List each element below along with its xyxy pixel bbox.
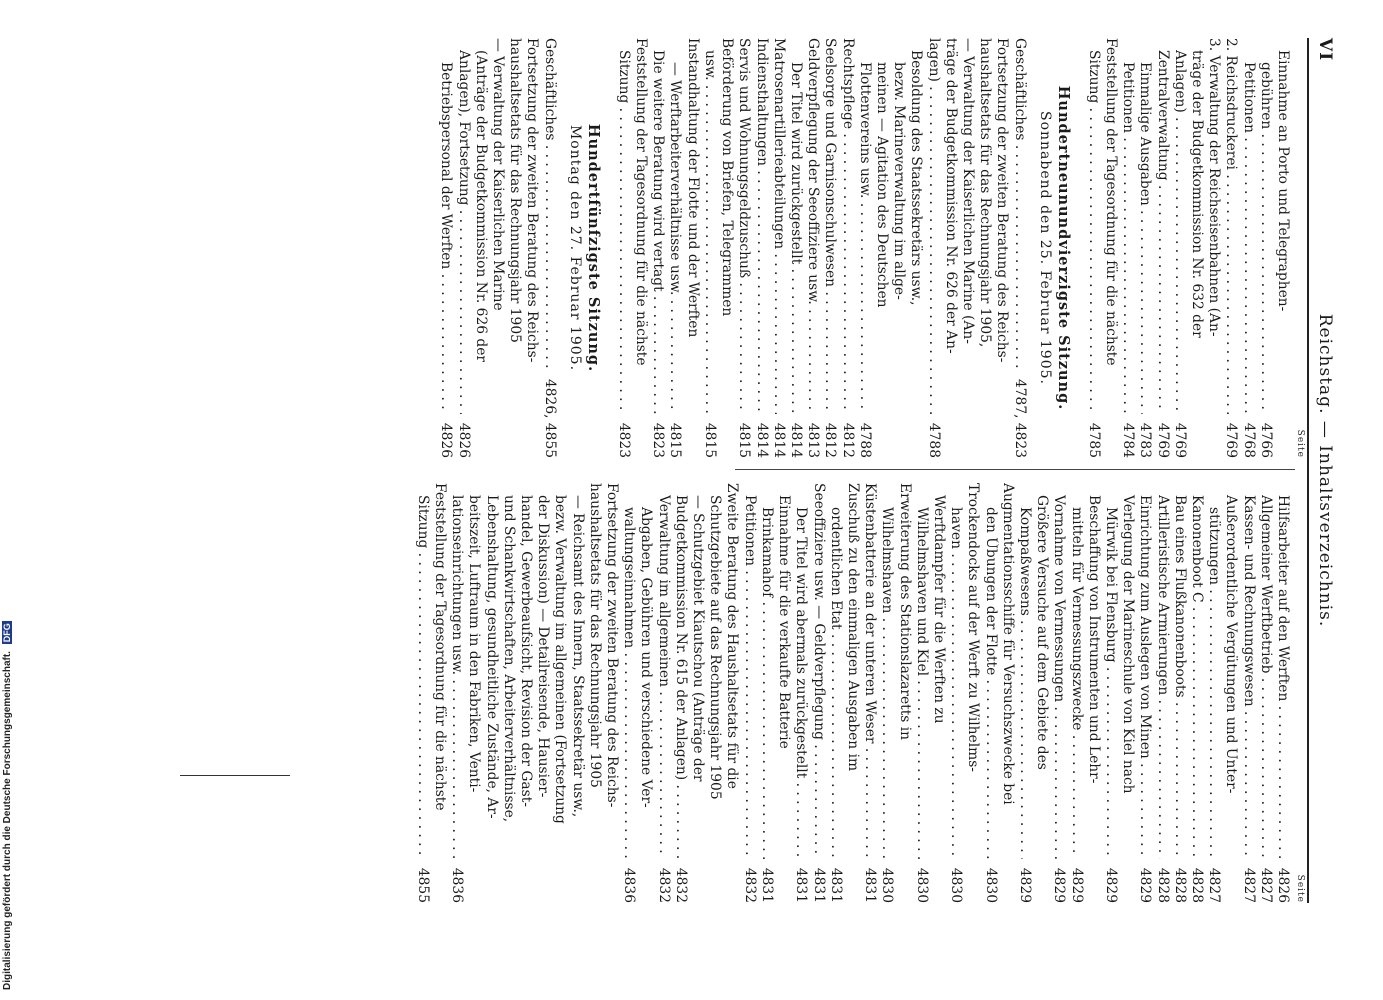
toc-entry-text: haushaltsetats für das Rechnungsjahr 1905 [507, 38, 524, 343]
toc-entry-page: 4814 [770, 422, 787, 458]
toc-entry-page: 4836 [449, 867, 466, 903]
toc-entry [861, 483, 878, 903]
toc-entry [758, 483, 775, 903]
toc-entry-page: 4831 [793, 867, 810, 903]
toc-entry [1205, 483, 1222, 903]
toc-entry [821, 38, 838, 458]
toc-entry [981, 483, 998, 903]
toc-entry [809, 483, 826, 903]
toc-entry [827, 483, 844, 903]
toc-entry-page: 4831 [758, 867, 775, 903]
toc-entry [654, 483, 671, 903]
toc-entry-page: 4828 [1188, 867, 1205, 903]
toc-entry-text: Allgemeiner Werftbetrieb . . . [1257, 495, 1274, 859]
toc-entry-text: Zuschuß zu den einmaligen Ausgaben im [844, 483, 861, 772]
toc-entry-text: Wilhelmshaven . . . [878, 507, 895, 859]
toc-entry [1257, 483, 1274, 903]
toc-entry-page: 4827 [1240, 867, 1257, 903]
separator-rule [180, 775, 290, 776]
page-number: VI [1315, 38, 1335, 62]
toc-entry-page: 4832 [741, 867, 758, 903]
right-column [414, 483, 1305, 903]
toc-entry-text: Kanonenboot C . . . [1188, 495, 1205, 859]
toc-entry-page: 4812 [839, 422, 856, 458]
toc-entry-text: Seelsorge und Garnisonschulwesen . . . [821, 38, 838, 414]
toc-entry-page: 4829 [1068, 867, 1085, 903]
toc-entry-page: 4768 [1240, 422, 1257, 458]
toc-entry-text: Verwaltung im allgemeinen . . . [654, 495, 671, 859]
toc-entry-text: Werftdampfer für die Werften zu [930, 495, 947, 724]
toc-entry-page: 4829 [1137, 867, 1154, 903]
toc-entry-text: Sitzung . . . [1085, 50, 1102, 414]
toc-entry [1102, 483, 1119, 903]
toc-entry-text: den Übungen der Flotte . . . [981, 507, 998, 859]
toc-entry [1153, 38, 1170, 458]
toc-entry-text: Küstenbatterie an der unteren Weser . . . [861, 483, 878, 859]
toc-entry-text: Einnahme an Porto und Telegraphen- [1275, 50, 1291, 312]
toc-entry [454, 38, 471, 458]
sitting-date-150: Montag den 27. Februar 1905. [566, 124, 583, 372]
toc-entry-text: Bau eines Flußkanonenboots . . . [1171, 495, 1188, 859]
toc-entry-text: lagen) . . . [924, 38, 941, 414]
toc-entry-page: 4826, 4855 [541, 379, 558, 458]
toc-entry [1119, 38, 1136, 458]
toc-entry-text: Fortsetzung der zweiten Beratung des Reichs- [604, 483, 621, 808]
toc-entry-text: haushaltsetats für das Rechnungsjahr 1905, [977, 38, 994, 348]
toc-entry [1136, 483, 1153, 903]
page-frame [65, 38, 1335, 903]
toc-entry-text: Flottenvereins usw. . . . [856, 62, 873, 414]
toc-entry-page: 4766 [1257, 422, 1274, 458]
toc-entry-text: Anlagen), Fortsetzung . . . [454, 50, 471, 414]
toc-entry-page: 4829 [1016, 867, 1033, 903]
toc-entry-page: 4769 [1171, 422, 1188, 458]
toc-entry-page: 4788 [856, 422, 873, 458]
toc-entry-text: usw. . . . [701, 50, 718, 414]
toc-entry-page: 4815 [667, 422, 684, 458]
seite-label-left: Seite [1295, 429, 1305, 458]
toc-entry-page: 4828 [1171, 867, 1188, 903]
toc-entry-page: 4826 [1275, 867, 1291, 903]
toc-entry-text: Augmentationsschiffe für Versuchszwecke bei [999, 483, 1016, 805]
toc-entry-text: Zentralverwaltung . . . [1153, 50, 1170, 414]
toc-entry-page: 4832 [655, 867, 672, 903]
toc-block-right [414, 483, 1291, 903]
toc-entry-text: bezw. Marineverwaltung im allge- [891, 62, 908, 300]
toc-entry-text: Beförderung von Briefen, Telegrammen [719, 38, 736, 317]
toc-entry [649, 38, 666, 458]
toc-entry-text: meinen — Agitation des Deutschen [873, 62, 890, 308]
toc-entry-text: Geldverpflegung der Seeoffiziere usw. . . . [804, 38, 821, 414]
toc-entry-text: Einmalige Ausgaben . . . [1136, 62, 1153, 414]
toc-entry [1171, 483, 1188, 903]
toc-entry-page: 4769 [1223, 422, 1240, 458]
toc-entry-text: Fortsetzung der zweiten Beratung des Reichs- [524, 38, 541, 363]
toc-entry-page: 4829 [1102, 867, 1119, 903]
toc-entry [414, 483, 431, 903]
toc-entry-text: Feststellung der Tagesordnung für die nächste [432, 483, 449, 811]
toc-entry [1010, 38, 1027, 458]
left-column [437, 38, 1305, 458]
toc-entry [672, 483, 689, 903]
toc-entry-text: Besoldung des Staatssekretärs usw., [908, 50, 925, 306]
toc-entry-text: handel, Gewerbeaufsicht, Revision der Gast- [518, 495, 535, 807]
toc-entry-page: 4829 [1051, 867, 1068, 903]
toc-entry [792, 483, 809, 903]
toc-entry [735, 38, 752, 458]
toc-entry [701, 38, 718, 458]
toc-entry-text: träge der Budgetkommission Nr. 626 der An- [942, 38, 959, 354]
toc-entry-text: Artilleristische Armierungen . . . [1153, 495, 1170, 859]
toc-entry-text: bezw. Verwaltung im allgemeinen (Fortsetzung [552, 495, 569, 824]
toc-entry-text: träge der Budgetkommission Nr. 632 der [1188, 50, 1205, 338]
toc-entry-text: Kompaßwesens . . . [1016, 507, 1033, 859]
toc-entry-text: Betriebspersonal der Werften . . . [437, 62, 454, 414]
toc-entry-text: Geschäftliches . . . [540, 38, 557, 368]
toc-entry-text: Anlagen) . . . [1171, 50, 1188, 414]
toc-entry [838, 38, 855, 458]
toc-entry-page: 4827 [1206, 867, 1223, 903]
toc-entry-page: 4830 [913, 867, 930, 903]
toc-entry-text: Der Titel wird abermals zurückgestellt . . . [792, 507, 809, 859]
toc-entry [448, 483, 465, 903]
sitting-title-149: Hundertneunundvierzigste Sitzung. [1054, 85, 1072, 411]
toc-entry-text: ordentlichen Etat . . . [827, 507, 844, 859]
toc-entry [1274, 483, 1291, 903]
toc-entry-text: Sitzung . . . [615, 50, 632, 414]
toc-entry-page: 4832 [672, 867, 689, 903]
toc-entry-page: 4784 [1120, 422, 1137, 458]
toc-entry-page: 4830 [948, 867, 965, 903]
toc-entry-text: Hilfsarbeiter auf den Werften . . . [1274, 495, 1291, 859]
dfg-logo: DFG [2, 623, 12, 643]
toc-entry-text: — Verwaltung der Kaiserlichen Marine [490, 38, 507, 311]
toc-entry [804, 38, 821, 458]
toc-entry-page: 4815 [736, 422, 753, 458]
toc-entry-text: Seeoffiziere usw. — Geldverpflegung . . . [809, 483, 826, 859]
toc-entry-text: Fortsetzung der zweiten Beratung des Reichs- [994, 38, 1011, 363]
toc-entry-text: Zweite Beratung des Haushaltsetats für die [724, 483, 741, 789]
toc-entry [878, 483, 895, 903]
toc-entry-text: mitteln für Vermessungszwecke . . . [1067, 507, 1084, 859]
toc-entry-text: und Schankwirtschaften, Arbeiterverhältnisse, [500, 495, 517, 823]
toc-entry-text: Lebenshaltung, gesundheitliche Zustände, Ar- [483, 495, 500, 819]
toc-entry [1136, 38, 1153, 458]
toc-entry-text: Instandhaltung der Flotte und der Werften [684, 38, 701, 338]
toc-entry-text: gebühren . . . [1257, 62, 1274, 414]
toc-entry-page: 4828 [1154, 867, 1171, 903]
toc-entry-text: Die weitere Beratung wird vertagt . . . [649, 50, 666, 414]
toc-entry [666, 38, 683, 458]
toc-entry-text: (Anträge der Budgetkommission Nr. 626 der [472, 50, 489, 362]
toc-entry-text: Servis und Wohnungsgeldzuschuß . . . [735, 38, 752, 414]
toc-entry-text: Mürwik bei Flensburg . . . [1102, 507, 1119, 859]
toc-entry-text: waltungseinnahmen . . . [620, 507, 637, 859]
toc-entry [1188, 483, 1205, 903]
toc-entry [540, 38, 557, 458]
toc-entry [1257, 38, 1274, 458]
page-header [1313, 38, 1335, 903]
toc-entry [856, 38, 873, 458]
toc-entry-text: stützungen . . . [1205, 507, 1222, 859]
toc-entry-page: 4831 [862, 867, 879, 903]
toc-entry [1050, 483, 1067, 903]
toc-entry [1067, 483, 1084, 903]
toc-entry-page: 4815 [701, 422, 718, 458]
toc-entry-page: 4823 [650, 422, 667, 458]
toc-block-1 [1085, 38, 1291, 458]
toc-entry-page: 4823 [615, 422, 632, 458]
toc-entry-text: Matrosenartillerieabteilungen . . . [770, 38, 787, 414]
toc-entry-text: Feststellung der Tagesordnung für die nächste [633, 38, 650, 366]
toc-entry [1016, 483, 1033, 903]
toc-entry-text: Erweiterung des Stationslazaretts in [896, 483, 913, 741]
toc-entry [620, 483, 637, 903]
toc-entry [1085, 38, 1102, 458]
toc-entry-text: Einnahme für die verkaufte Batterie [776, 495, 793, 749]
toc-entry-text: Budgetkommission Nr. 615 der Anlagen) . . . [672, 495, 689, 859]
toc-entry-text: Abgaben, Gebühren und verschiedene Ver- [638, 507, 655, 808]
toc-entry-page: 4836 [621, 867, 638, 903]
toc-entry-text: Größere Versuche auf dem Gebiete des [1034, 495, 1051, 770]
toc-entry-text: der Diskussion) — Detailreisende, Hausier- [535, 495, 552, 798]
toc-entry-text: — Reichsamt des Innern, Staatssekretär usw., [569, 495, 586, 818]
toc-entry-text: Einrichtung zum Auslegen von Minen . . . [1136, 495, 1153, 859]
toc-entry-text: Brinkamahof . . . [758, 507, 775, 859]
toc-entry [924, 38, 941, 458]
toc-entry [741, 483, 758, 903]
toc-entry-page: 4785 [1085, 422, 1102, 458]
toc-entry [752, 38, 769, 458]
toc-entry-text: Beschaffung von Instrumenten und Lehr- [1085, 495, 1102, 784]
toc-entry-text: haven . . . [947, 507, 964, 859]
sitting-title-150: Hundertfünfzigste Sitzung. [584, 123, 602, 373]
toc-entry-text: Vornahme von Vermessungen . . . [1050, 495, 1067, 859]
toc-entry-text: Sitzung . . . [414, 495, 431, 859]
toc-entry-page: 4830 [879, 867, 896, 903]
toc-entry-page: 4826 [455, 422, 472, 458]
toc-entry-text: Petitionen . . . [1119, 62, 1136, 414]
toc-entry-page: 4814 [753, 422, 770, 458]
header-rule [1307, 38, 1309, 903]
toc-entry-text: Indiensthaltungen . . . [752, 38, 769, 414]
toc-entry-text: Der Titel wird zurückgestellt . . . [787, 62, 804, 414]
toc-entry [947, 483, 964, 903]
toc-entry [913, 483, 930, 903]
toc-entry-page: 4788 [925, 422, 942, 458]
toc-entry-page: 4814 [787, 422, 804, 458]
toc-entry-page: 4769 [1154, 422, 1171, 458]
toc-entry-text: Geschäftliches . . . [1010, 38, 1027, 368]
toc-entry-page: 4830 [982, 867, 999, 903]
sitting-date-149: Sonnabend den 25. Februar 1905. [1036, 111, 1053, 385]
toc-entry [1171, 38, 1188, 458]
toc-entry-text: Schutzgebiete auf das Rechnungsjahr 1905 [707, 495, 724, 800]
toc-entry-page: 4783 [1137, 422, 1154, 458]
toc-entry [1239, 483, 1256, 903]
toc-entry-page: 4855 [414, 867, 431, 903]
toc-entry-page: 4826 [438, 422, 455, 458]
toc-entry-text: 2. Reichsdruckerei . . . [1222, 38, 1239, 414]
toc-entry [615, 38, 632, 458]
toc-block-2 [615, 38, 1028, 458]
toc-entry-page: 4831 [810, 867, 827, 903]
toc-entry-text: Wilhelmshaven und Kiel . . . [913, 507, 930, 859]
toc-entry-text: — Werftarbeiterverhältnisse usw. . . . [666, 62, 683, 414]
toc-entry-page: 4827 [1257, 867, 1274, 903]
toc-entry-text: Petitionen . . . [741, 495, 758, 859]
toc-entry [770, 38, 787, 458]
toc-entry [787, 38, 804, 458]
digitization-note: Digitalisierung gefördert durch die Deutsche Forschungsgemeinschaft. [2, 651, 13, 990]
toc-entry-text: beitszeit, Luftraum in den Fabriken, Venti- [466, 495, 483, 793]
toc-entry-text: Trockendocks auf der Werft zu Wilhelms- [965, 483, 982, 772]
toc-entry-page: 4831 [827, 867, 844, 903]
toc-entry-text: Außerordentliche Vergütungen und Unter- [1223, 495, 1240, 794]
toc-entry-page: 4787, 4823 [1011, 379, 1028, 458]
toc-entry [1153, 483, 1170, 903]
toc-entry-text: Kassen- und Rechnungswesen . . . [1239, 495, 1256, 859]
toc-entry-text: — Verwaltung der Kaiserlichen Marine (An- [959, 38, 976, 344]
toc-entry-page: 4813 [805, 422, 822, 458]
running-title: Reichstag. — Inhaltsverzeichnis. [1315, 313, 1335, 628]
toc-entry [1239, 38, 1256, 458]
toc-entry-text: Rechtspflege . . . [838, 38, 855, 414]
toc-entry-text: Verlegung der Marineschule von Kiel nach [1120, 495, 1137, 794]
toc-entry-page: 4812 [822, 422, 839, 458]
column-divider [735, 469, 1295, 470]
seite-label-right: Seite [1295, 874, 1305, 903]
toc-entry-text: haushaltsetats für das Rechnungsjahr 1905 [586, 483, 603, 788]
toc-entry-text: 3. Verwaltung der Reichseisenbahnen (An- [1206, 38, 1223, 337]
toc-entry-text: Feststellung der Tagesordnung für die nächste [1102, 38, 1119, 366]
digitization-credit [2, 621, 13, 990]
toc-entry-text: Petitionen . . . [1239, 62, 1256, 414]
toc-entry [1222, 38, 1239, 458]
toc-block-3 [437, 38, 557, 458]
toc-entry-text: lationseinrichtungen usw. . . . [448, 495, 465, 859]
toc-entry-text: — Schutzgebiet Kiautschou (Anträge der [690, 495, 707, 782]
toc-entry [437, 38, 454, 458]
